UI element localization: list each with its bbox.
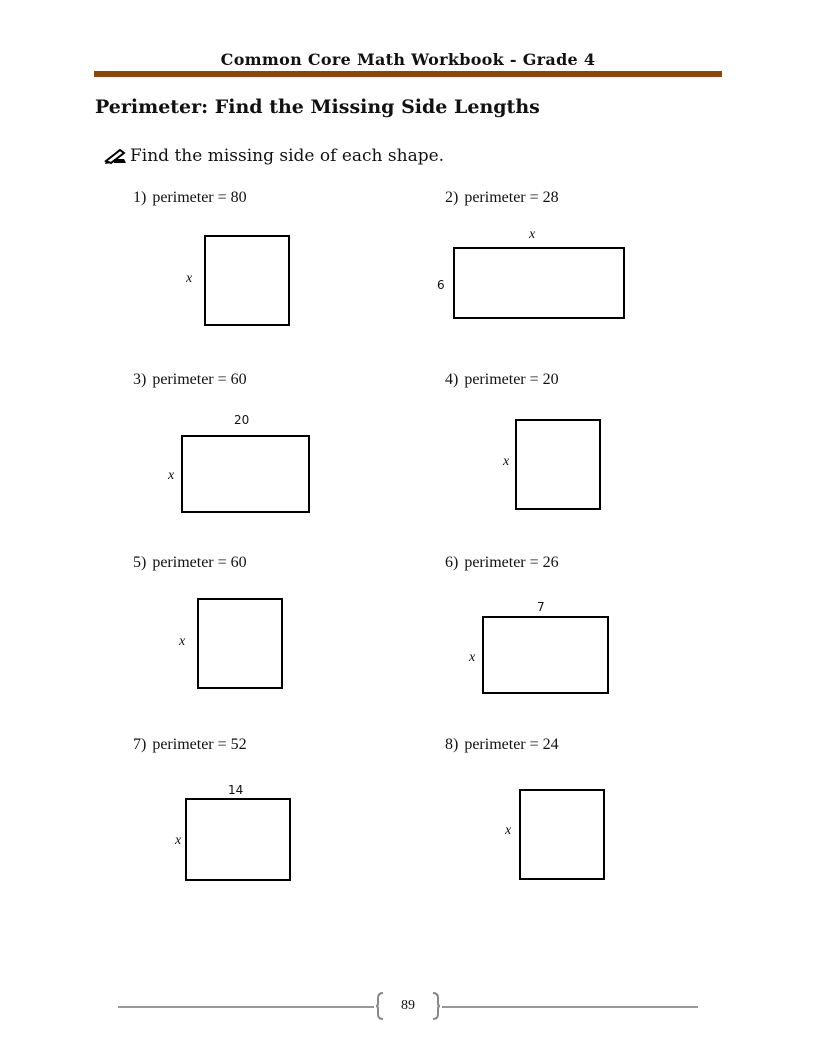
- problem-label-1: [133, 189, 247, 207]
- rectangle-shape-4: [515, 419, 601, 510]
- rectangle-shape-7: [185, 798, 291, 881]
- footer-line-right: [442, 1006, 698, 1008]
- side-label-5: x: [179, 634, 186, 649]
- problem-perimeter: perimeter = 24: [464, 736, 559, 753]
- problem-perimeter: perimeter = 28: [464, 189, 559, 206]
- instruction-text: Find the missing side of each shape.: [130, 146, 445, 166]
- problem-number: 7): [133, 736, 147, 753]
- side-label-2: 6: [437, 278, 445, 292]
- problem-number: 1): [133, 189, 147, 206]
- problem-label-2: [445, 189, 559, 207]
- instruction: [104, 146, 444, 166]
- problem-perimeter: perimeter = 20: [464, 371, 559, 388]
- rectangle-shape-6: [482, 616, 609, 694]
- problem-label-3: [133, 371, 247, 389]
- page-number: 89: [401, 998, 415, 1013]
- problem-number: 5): [133, 554, 147, 571]
- side-label-3: x: [168, 468, 175, 483]
- side-label-7: x: [175, 833, 182, 848]
- side-label-8: x: [505, 823, 512, 838]
- problem-perimeter: perimeter = 26: [464, 554, 559, 571]
- rectangle-shape-8: [519, 789, 605, 880]
- side-label-1: x: [186, 271, 193, 286]
- problem-label-4: [445, 371, 559, 389]
- problem-perimeter: perimeter = 60: [152, 554, 247, 571]
- problem-label-8: [445, 736, 559, 754]
- rectangle-shape-5: [197, 598, 283, 689]
- right-bracket-icon: [432, 992, 440, 1020]
- top-label-6: 7: [537, 600, 545, 614]
- top-label-7: 14: [228, 783, 244, 797]
- left-bracket-icon: [376, 992, 384, 1020]
- problem-number: 2): [445, 189, 459, 206]
- rectangle-shape-2: [453, 247, 625, 319]
- page-title: Perimeter: Find the Missing Side Lengths: [95, 96, 540, 118]
- header-title: Common Core Math Workbook - Grade 4: [220, 50, 596, 69]
- side-label-4: x: [503, 454, 510, 469]
- problem-perimeter: perimeter = 52: [152, 736, 247, 753]
- header-rule: [94, 71, 722, 77]
- problem-label-5: [133, 554, 247, 572]
- side-label-6: x: [469, 650, 476, 665]
- problem-number: 6): [445, 554, 459, 571]
- problem-perimeter: perimeter = 60: [152, 371, 247, 388]
- problem-label-6: [445, 554, 559, 572]
- problem-number: 3): [133, 371, 147, 388]
- problem-perimeter: perimeter = 80: [152, 189, 247, 206]
- problem-number: 4): [445, 371, 459, 388]
- problem-number: 8): [445, 736, 459, 753]
- problem-label-7: [133, 736, 247, 754]
- top-label-2: x: [529, 227, 536, 242]
- top-label-3: 20: [234, 413, 250, 427]
- rectangle-shape-3: [181, 435, 310, 513]
- pencil-icon: [104, 147, 128, 165]
- footer-line-left: [118, 1006, 374, 1008]
- rectangle-shape-1: [204, 235, 290, 326]
